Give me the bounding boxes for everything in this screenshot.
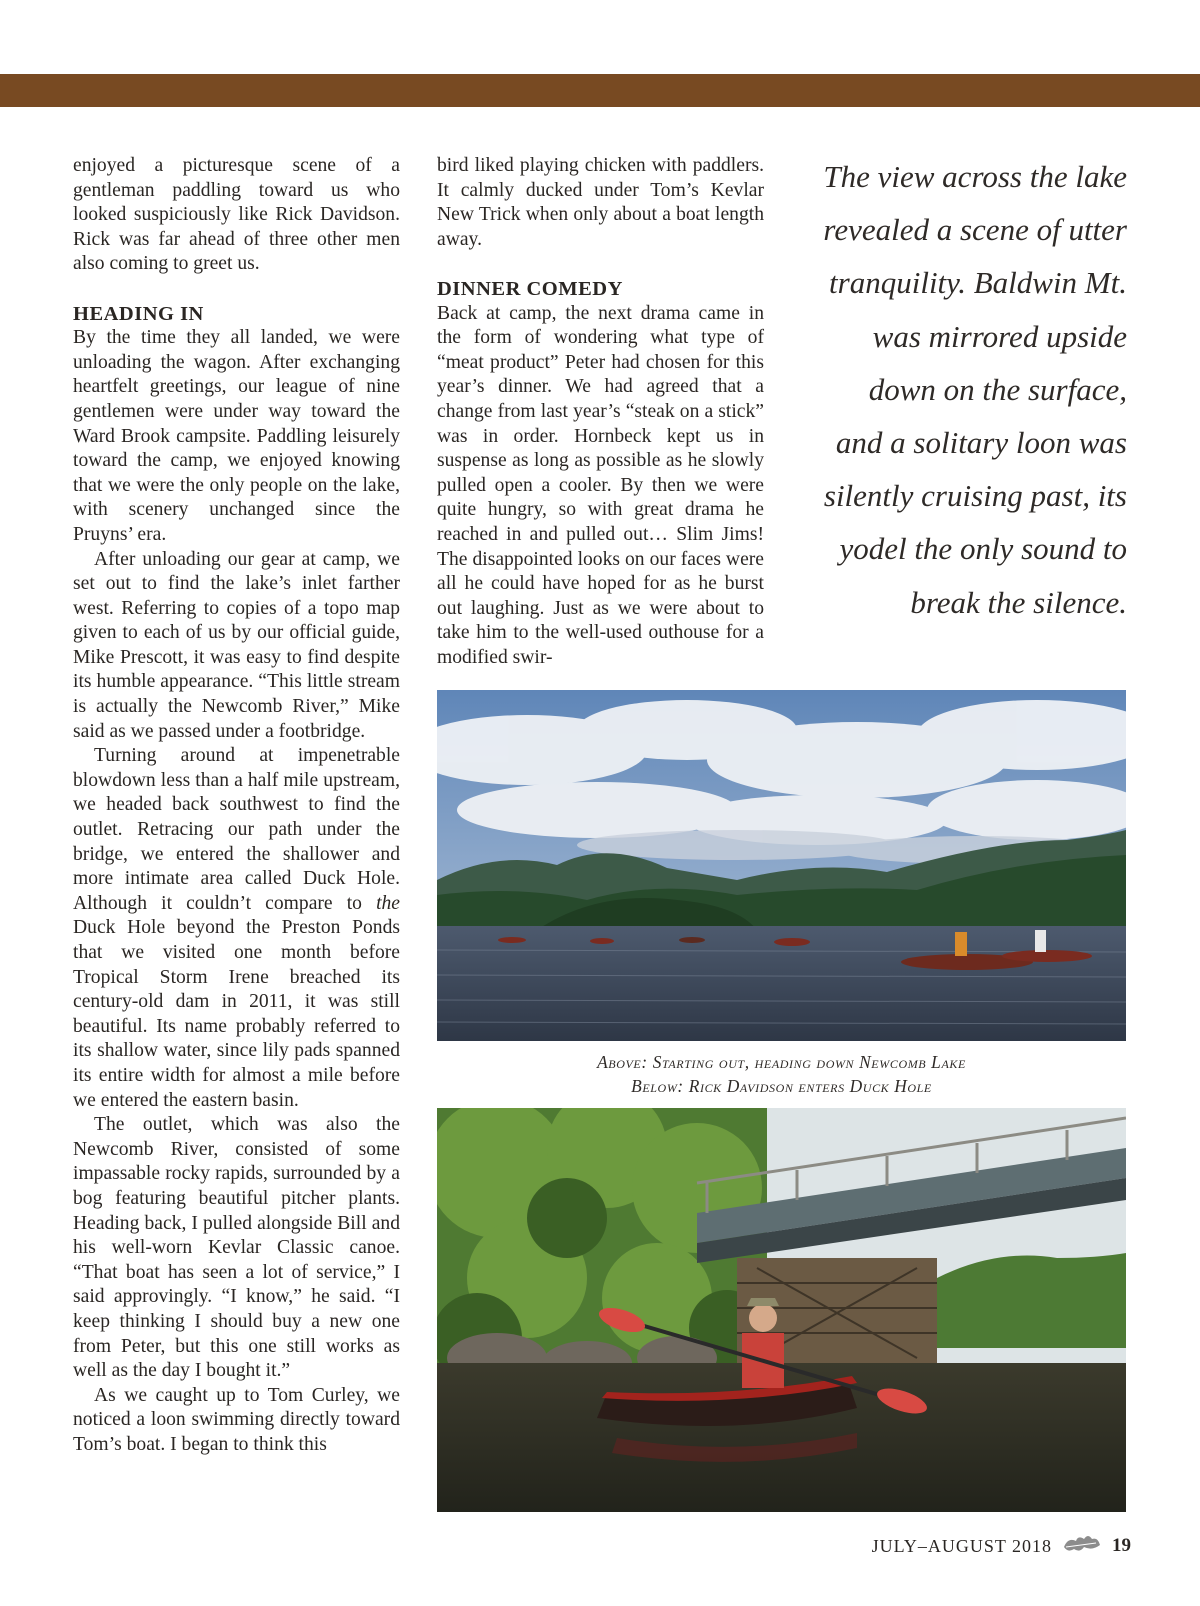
pull-quote-line: tranquility. Baldwin Mt. xyxy=(829,265,1127,301)
photo-caption-above: Above: Starting out, heading down Newcomb Lake xyxy=(597,1052,966,1072)
photo-duck-hole xyxy=(437,1108,1126,1512)
pull-quote-line: revealed a scene of utter xyxy=(823,212,1127,248)
paragraph-text: Turning around at impenetrable blowdown less than a half mile upstream, we headed back southwest to find the outlet. Retracing our path under the bridge, we entered the shallower and more intimate area called Duck Hole. Although it couldn’t compare to xyxy=(73,745,400,914)
section-heading-dinner-comedy: DINNER COMEDY xyxy=(437,277,623,300)
emphasis-text: the xyxy=(376,892,400,914)
pull-quote-line: yodel the only sound to xyxy=(839,531,1127,567)
pull-quote-line: The view across the lake xyxy=(823,159,1127,194)
pull-quote-line: was mirrored upside xyxy=(872,318,1127,354)
page-footer xyxy=(872,1534,1131,1558)
oak-leaf-icon xyxy=(1062,1533,1102,1560)
article-column-2 xyxy=(437,154,764,670)
paragraph: By the time they all landed, we were unloading the wagon. After exchanging heartfelt greetings, our league of nine gentlemen were under way toward the Ward Brook campsite. Paddling leisurely toward the camp, we enjoyed knowing that we were the only people on the lake, with scenery unchanged since the Pruyns’ era. xyxy=(73,327,400,545)
paragraph xyxy=(73,744,400,1113)
photo-caption-below: Below: Rick Davidson enters Duck Hole xyxy=(631,1076,932,1096)
header-color-bar xyxy=(0,74,1200,107)
article-column-1 xyxy=(73,154,400,1457)
pull-quote-line: break the silence. xyxy=(910,584,1127,620)
pull-quote-line: down on the surface, xyxy=(868,371,1127,407)
page-number: 19 xyxy=(1112,1535,1131,1556)
paragraph-text: Duck Hole beyond the Preston Ponds that we visited one month before Tropical Storm Irene breached its century-old dam in 2011, it was still beautiful. Its name probably referred to its shallow water, since lily pads spanned its entire width for almost a mile before we entered the eastern basin. xyxy=(73,917,400,1111)
paragraph: The outlet, which was also the Newcomb River, consisted of some impassable rocky rapids, surrounded by a bog featuring beautiful pitcher plants. Heading back, I pulled alongside Bill and his well-worn Kevlar Classic canoe. “That boat has seen a lot of service,” I said approvingly. “I know,” he said. “I keep thinking I should buy a new one from Peter, but this one still works as well as the day I bought it.” xyxy=(73,1114,400,1382)
section-heading-heading-in: HEADING IN xyxy=(73,302,204,325)
pull-quote xyxy=(785,150,1127,629)
pull-quote-line: and a solitary loon was xyxy=(835,425,1127,461)
pull-quote-line: silently cruising past, its xyxy=(823,478,1127,514)
paragraph: After unloading our gear at camp, we set out to find the lake’s inlet farther west. Referring to copies of a topo map given to each of us by our official guide, Mike Prescott, it was easy to find despite its humble appearance. “This little stream is actually the Newcomb River,” Mike said as we passed under a footbridge. xyxy=(73,548,400,742)
issue-date: JULY–AUGUST 2018 xyxy=(871,1535,1052,1556)
paragraph: Back at camp, the next drama came in the form of wondering what type of “meat product” Peter had chosen for this year’s dinner. We had agreed that a change from last year’s “steak on a stick” was in order. Hornbeck kept us in suspense as long as possible as he slowly pulled open a cooler. By then we were quite hungry, so with great drama he reached in and pulled out… Slim Jims! The disappointed looks on our faces were all he could have hoped for as he burst out laughing. Just as we were about to take him to the well-used outhouse for a modified swir- xyxy=(437,302,764,668)
paragraph: bird liked playing chicken with paddlers. It calmly ducked under Tom’s Kevlar New Trick when only about a boat length away. xyxy=(437,155,764,250)
paragraph: As we caught up to Tom Curley, we noticed a loon swimming directly toward Tom’s boat. I began to think this xyxy=(73,1384,400,1455)
photo-newcomb-lake xyxy=(437,690,1126,1041)
paragraph: enjoyed a picturesque scene of a gentleman paddling toward us who looked suspiciously like Rick Davidson. Rick was far ahead of three other men also coming to greet us. xyxy=(73,155,400,275)
